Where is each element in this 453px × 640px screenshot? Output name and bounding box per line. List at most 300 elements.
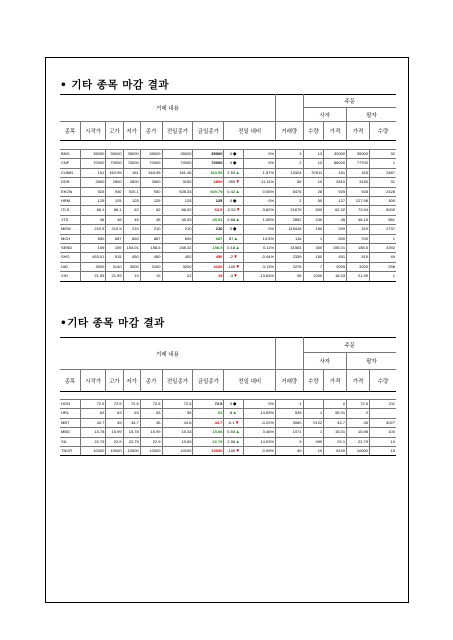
value-cell: 3200 — [162, 262, 193, 271]
change-value: -0.1 — [227, 419, 235, 425]
value-cell: 14.55% — [243, 409, 275, 418]
value-cell: 15.01 — [324, 428, 347, 437]
value-cell: 13 — [303, 150, 324, 159]
value-cell: 63 — [81, 409, 106, 418]
change-value: 0 — [230, 151, 233, 156]
value-cell — [224, 168, 243, 177]
diamond-icon: ◆ — [233, 198, 237, 204]
value-cell: 163.99 — [140, 168, 162, 177]
value-cell: -3.13% — [243, 262, 275, 271]
value-cell: 127 — [324, 197, 347, 206]
section-title-1: • 기타 종목 마감 결과 — [60, 79, 169, 91]
value-cell: 72.5 — [81, 400, 106, 409]
value-cell: 32000 — [324, 150, 347, 159]
arrow-up-icon: ▲ — [233, 235, 239, 241]
ticker-cell: SHG — [60, 253, 81, 262]
arrow-up-icon: ▲ — [235, 169, 240, 175]
sell-label-2: 팔자 — [347, 353, 396, 370]
value-cell: 450 — [123, 253, 140, 262]
value-cell: 10 — [303, 178, 324, 187]
change-value: 0.53 — [227, 429, 236, 435]
table-row — [60, 253, 396, 262]
change-value: 8 — [230, 410, 233, 416]
value-cell: 70000 — [106, 159, 123, 168]
value-cell — [224, 447, 243, 456]
value-cell: 3150 — [162, 178, 193, 187]
table-row — [60, 262, 396, 271]
value-cell: 10000 — [123, 447, 140, 456]
value-cell: 50 — [303, 197, 324, 206]
value-cell: 3000 — [81, 262, 106, 271]
market-label-2: 거래 내용 — [60, 338, 276, 370]
value-cell: 2810 — [324, 178, 347, 187]
value-cell: 2800 — [81, 178, 106, 187]
column-header: 전일종가 — [162, 370, 193, 392]
column-header: 전일 대비 — [224, 122, 276, 141]
value-cell: 45 — [140, 215, 162, 224]
arrow-down-icon: ▼ — [235, 263, 240, 269]
sell-label-1: 팔자 — [347, 108, 396, 122]
change-value: 0.18 — [227, 245, 236, 251]
value-cell — [224, 225, 243, 234]
table-row — [60, 206, 396, 215]
change-value: 0.42 — [227, 188, 236, 194]
ticker-cell: BNG — [60, 150, 81, 159]
column-header: 가격 — [347, 122, 370, 141]
value-cell: 73.94 — [347, 206, 370, 215]
value-cell: 210.5 — [81, 225, 106, 234]
value-cell: 45 — [106, 418, 123, 427]
value-cell: 10000 — [81, 447, 106, 456]
value-cell: 45 — [347, 418, 370, 427]
value-cell: 95 — [276, 272, 304, 281]
value-cell — [224, 409, 243, 418]
value-cell: 161.46 — [162, 168, 193, 177]
arrow-down-icon: ▼ — [235, 448, 240, 454]
ticker-cell: EKON — [60, 187, 81, 196]
ticker-cell: UID — [60, 262, 81, 271]
table-row — [60, 225, 396, 234]
value-cell: 211 — [370, 400, 397, 409]
value-cell: 7 — [303, 262, 324, 271]
value-cell: 687 — [140, 234, 162, 243]
column-header: 시작가 — [81, 122, 106, 141]
change-value: -2 — [229, 254, 233, 260]
column-header-row-2 — [60, 370, 396, 392]
value-cell: 650 — [123, 234, 140, 243]
value-cell: 158.5 — [347, 244, 370, 253]
table-row — [60, 234, 396, 243]
buy-label-2: 사자 — [303, 353, 347, 370]
value-cell — [224, 178, 243, 187]
value-cell: 159 — [81, 244, 106, 253]
value-cell: 45 — [140, 418, 162, 427]
value-cell: 45.03 — [162, 215, 193, 224]
value-cell: 15.33 — [162, 428, 193, 437]
order-label-1: 주문 — [303, 95, 396, 108]
column-header: 종목 — [60, 370, 81, 392]
table-row — [60, 447, 396, 456]
ticker-cell: HRL — [60, 409, 81, 418]
value-cell: 163 — [347, 168, 370, 177]
value-cell: 700 — [347, 234, 370, 243]
value-cell: 851 — [370, 215, 397, 224]
value-cell: 158.5 — [193, 244, 224, 253]
table-row — [60, 197, 396, 206]
table-header-2 — [60, 337, 396, 392]
value-cell: 0 — [347, 409, 370, 418]
value-cell: 66.1 — [106, 206, 123, 215]
value-cell: 19 — [193, 272, 224, 281]
column-header: 저가 — [123, 122, 140, 141]
blank-volume-top-2 — [276, 338, 304, 370]
value-cell: 210 — [193, 225, 224, 234]
change-value: -100 — [227, 448, 236, 454]
value-cell: 70000 — [81, 159, 106, 168]
value-cell: 1 — [276, 400, 304, 409]
value-cell: 210 — [123, 225, 140, 234]
value-cell — [224, 206, 243, 215]
order-label-2: 주문 — [303, 338, 396, 353]
value-cell: 35000 — [140, 150, 162, 159]
value-cell — [370, 409, 397, 418]
value-cell: 63 — [140, 409, 162, 418]
value-cell — [224, 159, 243, 168]
document-page — [45, 57, 409, 603]
value-cell: 920.1 — [123, 187, 140, 196]
value-cell: 15.99 — [106, 428, 123, 437]
table-row — [60, 418, 396, 427]
value-cell: 63 — [123, 409, 140, 418]
column-header: 고가 — [106, 370, 123, 392]
ticker-cell: SEND — [60, 244, 81, 253]
value-cell — [224, 244, 243, 253]
column-header: 가격 — [347, 370, 370, 392]
ticker-cell: CUMN — [60, 168, 81, 177]
ticker-cell: MCH — [60, 234, 81, 243]
ticker-cell: ITLS — [60, 206, 81, 215]
value-cell: 18.03 — [324, 272, 347, 281]
value-cell: -13.64% — [243, 272, 275, 281]
value-cell: 0% — [243, 225, 275, 234]
column-header: 금일종가 — [193, 122, 224, 141]
column-header: 가격 — [324, 122, 347, 141]
table-header-1 — [60, 94, 396, 141]
value-cell — [224, 400, 243, 409]
value-cell: 9100 — [324, 447, 347, 456]
value-cell: 155.01 — [324, 244, 347, 253]
value-cell: 62 — [140, 206, 162, 215]
value-cell: 15 — [370, 447, 397, 456]
diamond-icon: ◆ — [233, 151, 237, 156]
value-cell: 40 — [276, 447, 304, 456]
change-value: 0 — [230, 226, 233, 232]
value-cell: -0.44% — [243, 253, 275, 262]
value-cell: 62.02 — [324, 206, 347, 215]
value-cell: 929.75 — [193, 187, 224, 196]
value-cell: 154.01 — [123, 244, 140, 253]
value-cell: 72.5 — [123, 400, 140, 409]
value-cell: 1.95% — [243, 215, 275, 224]
value-cell: 21.99 — [81, 272, 106, 281]
value-cell: 63 — [193, 409, 224, 418]
value-cell: 159 — [106, 244, 123, 253]
value-cell: 1.57% — [243, 168, 275, 177]
value-cell: 5000 — [370, 206, 397, 215]
value-cell: 0% — [243, 150, 275, 159]
column-header-row-1 — [60, 122, 396, 141]
value-cell: 163.99 — [193, 168, 224, 177]
column-header: 수량 — [370, 122, 397, 141]
value-cell — [224, 262, 243, 271]
value-cell: 5027 — [370, 418, 397, 427]
arrow-down-icon: ▼ — [235, 179, 240, 185]
value-cell: 37611 — [303, 168, 324, 177]
value-cell: 19 — [140, 272, 162, 281]
table-row — [60, 409, 396, 418]
value-cell: 118 — [276, 234, 304, 243]
value-cell: 45.91 — [193, 215, 224, 224]
value-cell: 15.86 — [193, 428, 224, 437]
value-cell: 2 — [276, 197, 304, 206]
value-cell: 3.46% — [243, 428, 275, 437]
value-cell: 3100 — [193, 262, 224, 271]
table-row — [60, 244, 396, 253]
value-cell: 1 — [303, 409, 324, 418]
value-cell: 15.99 — [140, 428, 162, 437]
diamond-icon: ◆ — [233, 226, 237, 232]
value-cell: 500 — [303, 206, 324, 215]
value-cell: 161 — [81, 168, 106, 177]
value-cell: 15.78 — [81, 428, 106, 437]
value-cell: -11.11% — [243, 178, 275, 187]
value-cell: 3000 — [123, 262, 140, 271]
value-cell: 500 — [324, 234, 347, 243]
value-cell — [224, 150, 243, 159]
blank-volume-top-1 — [276, 95, 304, 122]
value-cell: 10 — [303, 447, 324, 456]
value-cell: 44.7 — [123, 418, 140, 427]
value-cell: 452 — [162, 253, 193, 262]
market-label-1: 거래 내용 — [60, 95, 276, 122]
value-cell: 3150 — [347, 178, 370, 187]
change-value: -3 — [229, 273, 233, 279]
value-cell: 31 — [370, 178, 397, 187]
arrow-up-icon: ▲ — [235, 188, 240, 194]
table-row — [60, 437, 396, 446]
value-cell: 10000 — [106, 447, 123, 456]
section-title-2: •기타 종목 마감 결과 — [60, 317, 165, 329]
value-cell: 55 — [162, 409, 193, 418]
table-row — [60, 159, 396, 168]
value-cell: 150 — [303, 253, 324, 262]
value-cell: 19.83 — [162, 437, 193, 446]
value-cell: 127.98 — [347, 197, 370, 206]
diamond-icon: ◆ — [233, 401, 237, 406]
value-cell: 2852 — [276, 215, 304, 224]
value-cell: 925 — [81, 187, 106, 196]
value-cell: 125 — [140, 197, 162, 206]
value-cell: 70000 — [140, 159, 162, 168]
value-cell: 210.5 — [106, 225, 123, 234]
value-cell: 0% — [243, 400, 275, 409]
arrow-down-icon: ▼ — [233, 254, 238, 260]
column-header: 수량 — [303, 370, 324, 392]
value-cell: 19 — [123, 272, 140, 281]
value-cell: 45 — [123, 215, 140, 224]
value-cell: 72.5 — [106, 400, 123, 409]
column-header: 고가 — [106, 122, 123, 141]
arrow-up-icon: ▲ — [235, 216, 240, 222]
value-cell: 0.05% — [243, 187, 275, 196]
value-cell — [224, 234, 243, 243]
value-cell: 100 — [370, 428, 397, 437]
ticker-cell: HGN — [60, 400, 81, 409]
value-cell: 9122 — [303, 418, 324, 427]
value-cell: 28 — [303, 187, 324, 196]
value-cell: 10100 — [162, 447, 193, 456]
table-row — [60, 428, 396, 437]
value-cell — [224, 428, 243, 437]
ticker-cell: VIH — [60, 272, 81, 281]
value-cell: 15.78 — [123, 428, 140, 437]
value-cell: 44.7 — [324, 418, 347, 427]
value-cell: 125 — [193, 197, 224, 206]
value-cell: 535 — [276, 409, 304, 418]
value-cell: 22.9 — [140, 437, 162, 446]
change-value: 0 — [230, 401, 233, 406]
value-cell: 31563 — [276, 244, 304, 253]
value-cell: 46 — [106, 215, 123, 224]
value-cell: 125 — [106, 197, 123, 206]
value-cell: 5475 — [276, 187, 304, 196]
table-row — [60, 187, 396, 196]
value-cell: 22.79 — [347, 437, 370, 446]
ticker-cell: TNCR — [60, 447, 81, 456]
value-cell: -3.82% — [243, 206, 275, 215]
data-table-1 — [60, 149, 396, 282]
arrow-up-icon: ▲ — [235, 438, 240, 444]
column-header: 종가 — [140, 370, 162, 392]
value-cell: 687 — [106, 234, 123, 243]
value-cell: 9 — [276, 437, 304, 446]
value-cell: 600 — [162, 234, 193, 243]
value-cell: 70000 — [123, 159, 140, 168]
value-cell: 21679 — [276, 206, 304, 215]
data-table-2 — [60, 399, 396, 456]
value-cell: 0.11% — [243, 244, 275, 253]
value-cell: 21.99 — [106, 272, 123, 281]
value-cell: 44.7 — [193, 418, 224, 427]
value-cell: 12 — [303, 159, 324, 168]
value-cell: 451 — [324, 253, 347, 262]
value-cell: 150 — [303, 225, 324, 234]
diamond-icon: ◆ — [233, 160, 237, 166]
table-row — [60, 178, 396, 187]
value-cell: 66.1 — [81, 206, 106, 215]
column-header: 가격 — [324, 370, 347, 392]
value-cell: 930 — [106, 187, 123, 196]
value-cell: 1 — [370, 234, 397, 243]
table-row — [60, 272, 396, 281]
value-cell: 63 — [106, 409, 123, 418]
value-cell: 515 — [106, 253, 123, 262]
value-cell: 2487 — [370, 168, 397, 177]
value-cell: 10000 — [140, 447, 162, 456]
column-header: 시작가 — [81, 370, 106, 392]
value-cell: 3100 — [140, 262, 162, 271]
value-cell: 453.01 — [81, 253, 106, 262]
change-value: 87 — [228, 235, 234, 241]
change-value: 2.53 — [227, 169, 236, 175]
change-value: 0.88 — [227, 216, 236, 222]
value-cell: 44.8 — [162, 418, 193, 427]
value-cell: 35000 — [193, 150, 224, 159]
value-cell: 2276 — [276, 262, 304, 271]
value-cell: 13324 — [276, 168, 304, 177]
value-cell: 46.15 — [347, 215, 370, 224]
value-cell: 3140 — [106, 262, 123, 271]
value-cell: 125 — [81, 197, 106, 206]
value-cell: 0% — [243, 197, 275, 206]
value-cell: 210 — [347, 225, 370, 234]
value-cell: 62 — [123, 206, 140, 215]
column-header: 전일종가 — [162, 122, 193, 141]
value-cell: 46 — [81, 215, 106, 224]
value-cell: 22.79 — [123, 437, 140, 446]
value-cell: 1071 — [276, 428, 304, 437]
value-cell: 72.5 — [140, 400, 162, 409]
value-cell: 77700 — [347, 159, 370, 168]
value-cell: 163.99 — [106, 168, 123, 177]
value-cell — [224, 253, 243, 262]
column-header: 저가 — [123, 370, 140, 392]
value-cell: 44.7 — [81, 418, 106, 427]
value-cell: 35000 — [347, 150, 370, 159]
arrow-down-icon: ▼ — [233, 273, 238, 279]
value-cell — [224, 272, 243, 281]
value-cell: 3005 — [324, 262, 347, 271]
value-cell: 20.1 — [324, 437, 347, 446]
value-cell: 35000 — [162, 150, 193, 159]
column-header: 종목 — [60, 122, 81, 141]
value-cell: 0% — [243, 159, 275, 168]
value-cell: 3200 — [347, 262, 370, 271]
value-cell: 158.32 — [162, 244, 193, 253]
value-cell: 115418 — [276, 225, 304, 234]
value-cell: 928 — [347, 187, 370, 196]
ticker-cell: MEW — [60, 225, 81, 234]
table-row — [60, 150, 396, 159]
value-cell: 3 — [276, 150, 304, 159]
arrow-down-icon: ▼ — [235, 207, 241, 213]
value-cell: 15.98 — [347, 428, 370, 437]
value-cell: 2428 — [370, 187, 397, 196]
change-value: -350 — [227, 179, 236, 185]
value-cell: 2737 — [370, 225, 397, 234]
value-cell: 69 — [276, 178, 304, 187]
value-cell: 70000 — [162, 159, 193, 168]
arrow-up-icon: ▲ — [235, 429, 240, 435]
change-value: -2.52 — [226, 207, 236, 213]
value-cell: 687 — [193, 234, 224, 243]
value-cell: 72.5 — [162, 400, 193, 409]
value-cell: 21.99 — [347, 272, 370, 281]
table-row — [60, 215, 396, 224]
value-cell: 63.5 — [193, 206, 224, 215]
value-cell: 45 — [324, 215, 347, 224]
value-cell: 158.5 — [140, 244, 162, 253]
